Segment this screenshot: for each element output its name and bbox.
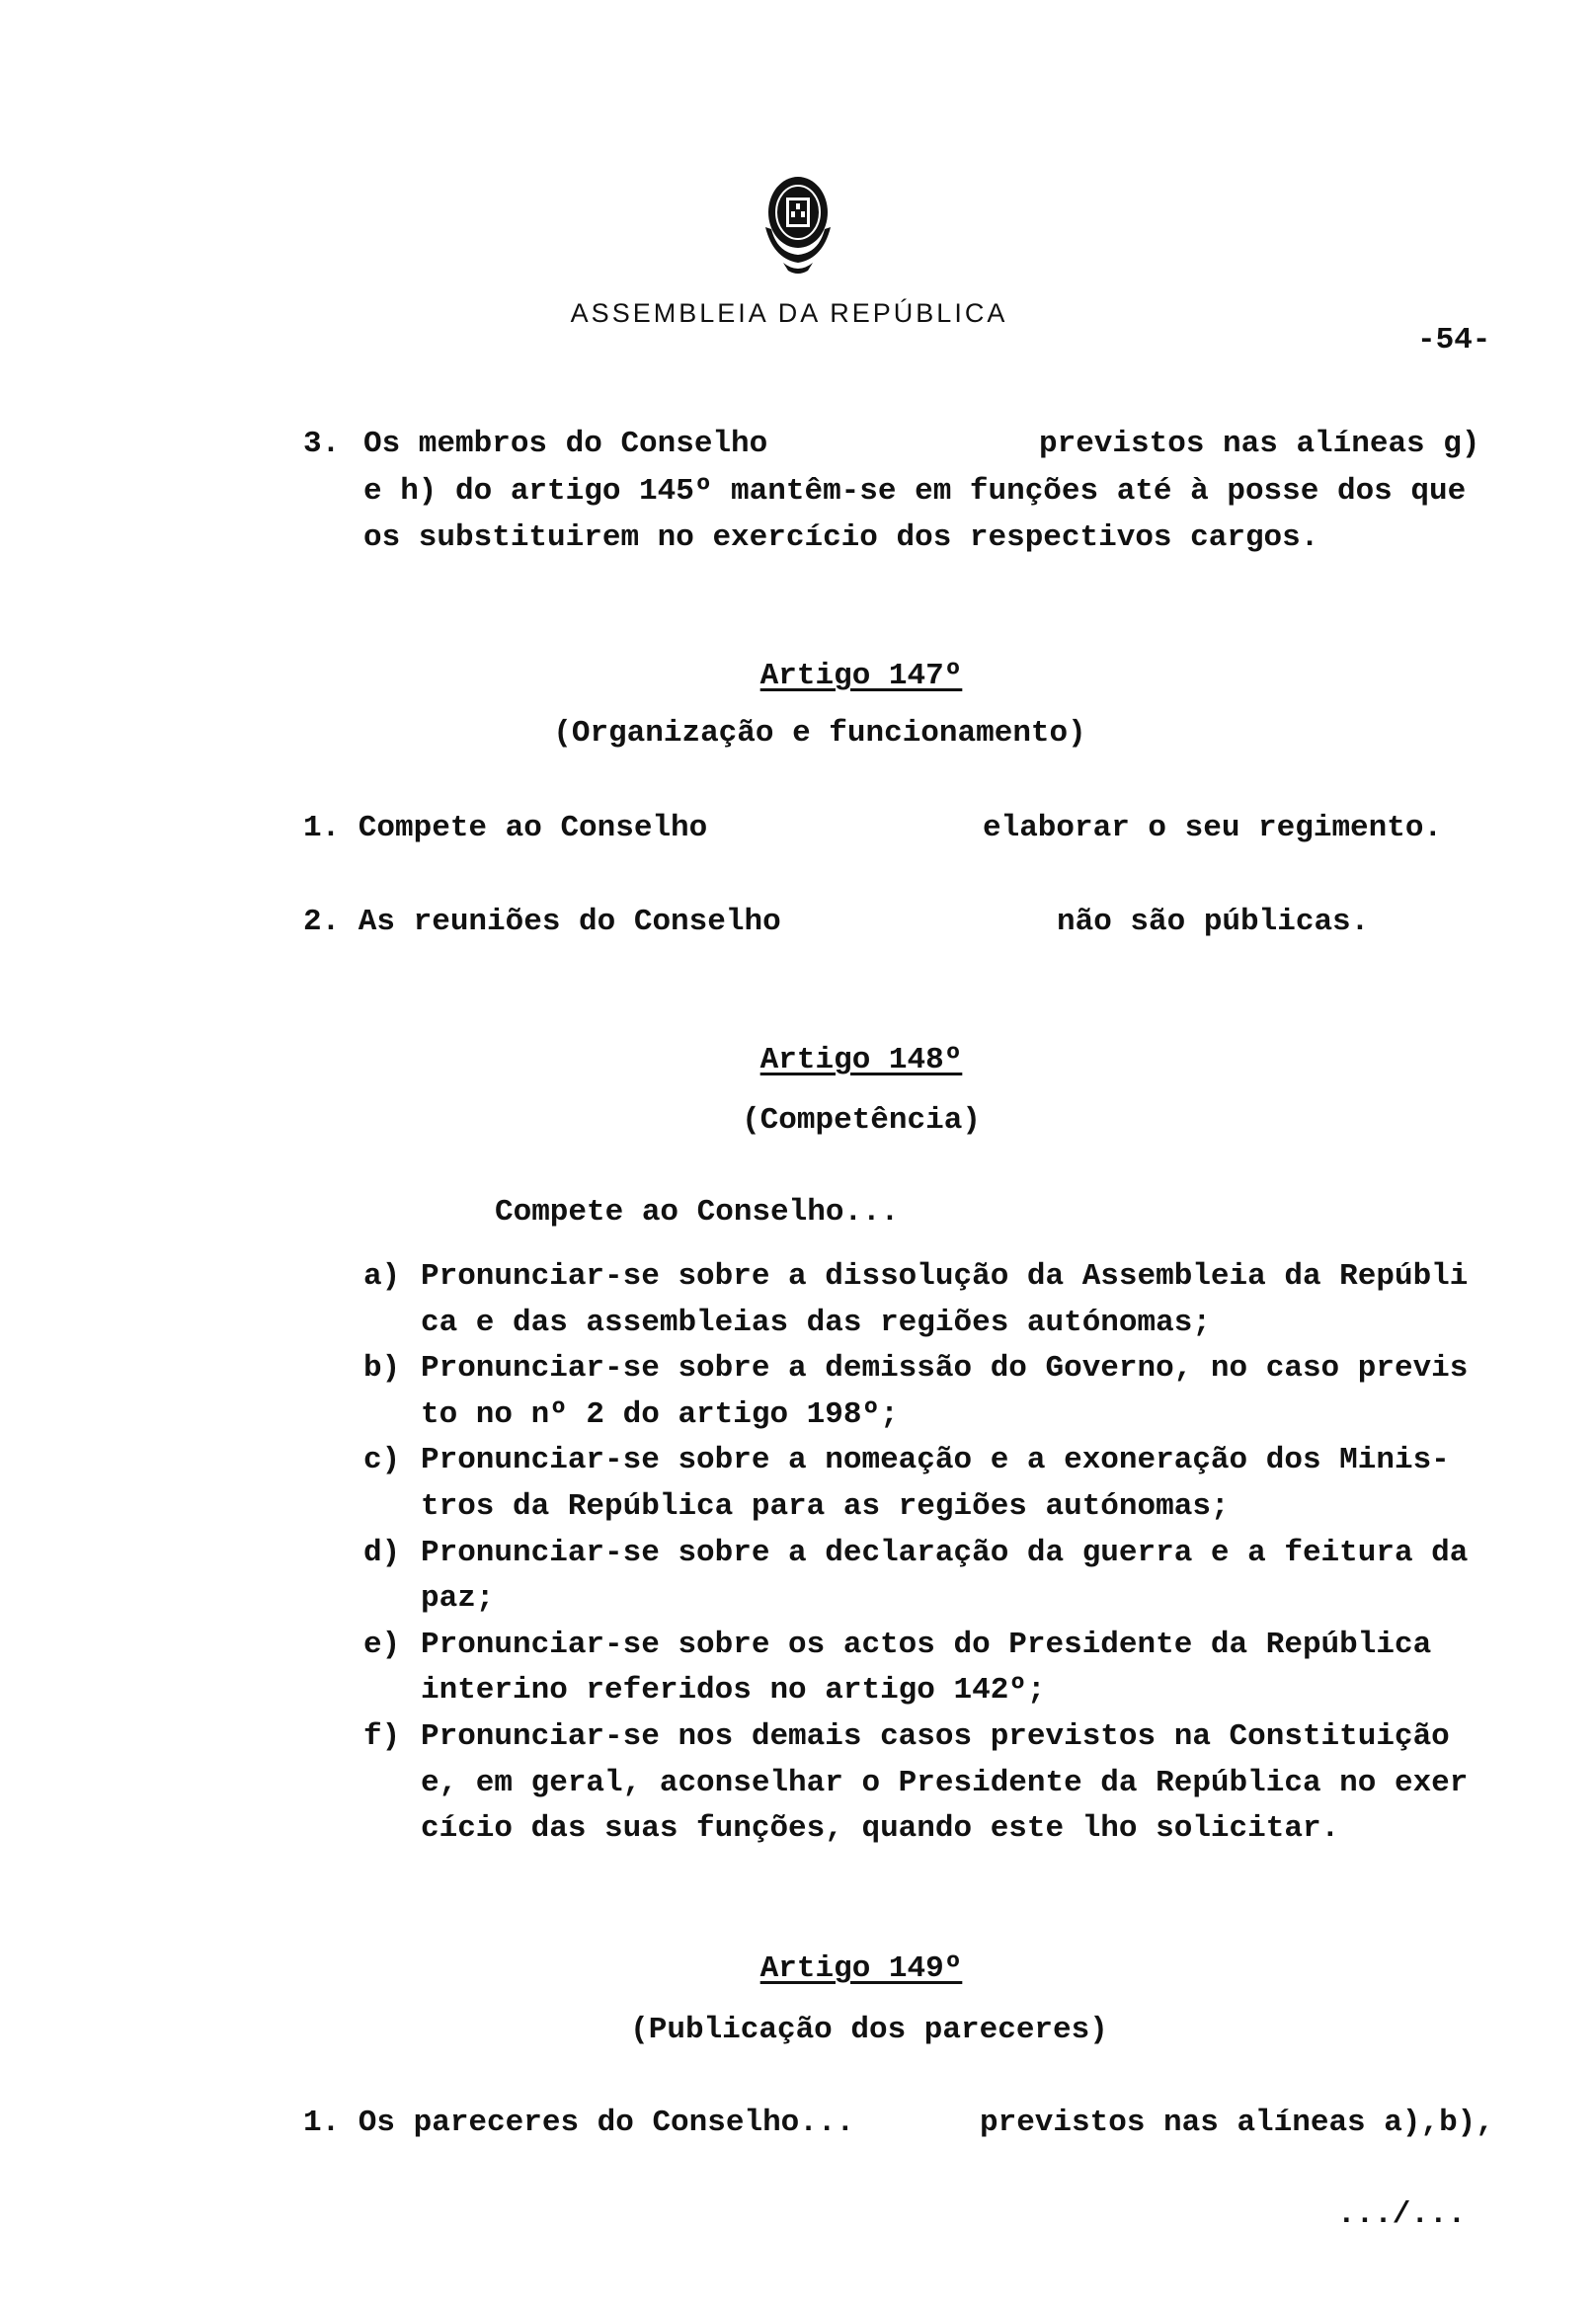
article-148-subtitle: (Competência) — [742, 1103, 981, 1138]
list-item-text: Pronunciar-se nos demais casos previstos na Constituição — [421, 1719, 1450, 1754]
list-item-text: e, em geral, aconselhar o Presidente da República no exer — [421, 1765, 1469, 1800]
art149-p1a: 1. Os pareceres do Conselho... — [303, 2106, 855, 2140]
list-item-text: Pronunciar-se sobre a dissolução da Assembleia da Repúbli — [421, 1259, 1469, 1294]
art148-intro: Compete ao Conselho... — [495, 1195, 900, 1230]
article-148-title: Artigo 148º — [759, 1043, 963, 1077]
continuation-mark: .../... — [1337, 2197, 1467, 2232]
list-item-text: paz; — [421, 1581, 495, 1617]
list-item-label: f) — [363, 1719, 401, 1754]
art147-p1a: 1. Compete ao Conselho — [303, 811, 708, 845]
para3-line2: e h) do artigo 145º mantêm-se em funções até à posse dos que — [363, 474, 1467, 509]
list-item-text: tros da República para as regiões autónomas; — [421, 1489, 1230, 1524]
para3-number: 3. — [303, 427, 341, 461]
article-147-subtitle: (Organização e funcionamento) — [553, 716, 1086, 751]
list-item-text: Pronunciar-se sobre a nomeação e a exoneração dos Minis- — [421, 1443, 1450, 1478]
institution-header: ASSEMBLEIA DA REPÚBLICA — [570, 298, 1008, 328]
article-149-subtitle: (Publicação dos pareceres) — [630, 2013, 1108, 2047]
list-item-label: a) — [363, 1259, 401, 1294]
page-number: -54- — [1417, 323, 1491, 358]
art147-p1b: elaborar o seu regimento. — [983, 811, 1443, 845]
list-item-text: Pronunciar-se sobre a demissão do Governo, no caso previs — [421, 1351, 1469, 1387]
list-item-label: d) — [363, 1535, 401, 1570]
para3-line1b: previstos nas alíneas g) — [1039, 427, 1480, 461]
list-item-text: ca e das assembleias das regiões autónomas; — [421, 1305, 1211, 1340]
list-item-label: b) — [363, 1351, 401, 1387]
list-item-text: Pronunciar-se sobre a declaração da guerra e a feitura da — [421, 1535, 1469, 1570]
list-item-text: Pronunciar-se sobre os actos do Presidente da República — [421, 1627, 1432, 1662]
list-item-label: e) — [363, 1627, 401, 1662]
list-item-text: interino referidos no artigo 142º; — [421, 1673, 1046, 1709]
article-149-title: Artigo 149º — [759, 1951, 963, 1986]
para3-line1a: Os membros do Conselho — [363, 427, 768, 461]
list-item-label: c) — [363, 1443, 401, 1478]
para3-line3: os substituirem no exercício dos respectivos cargos. — [363, 520, 1319, 555]
article-147-title: Artigo 147º — [759, 659, 963, 693]
art147-p2b: não são públicas. — [1057, 905, 1370, 939]
list-item-text: to no nº 2 do artigo 198º; — [421, 1396, 899, 1432]
art147-p2a: 2. As reuniões do Conselho — [303, 905, 781, 939]
list-item-text: cício das suas funções, quando este lho solicitar. — [421, 1811, 1340, 1847]
coat-of-arms-icon — [754, 168, 842, 277]
art149-p1b: previstos nas alíneas a),b), — [980, 2106, 1494, 2140]
